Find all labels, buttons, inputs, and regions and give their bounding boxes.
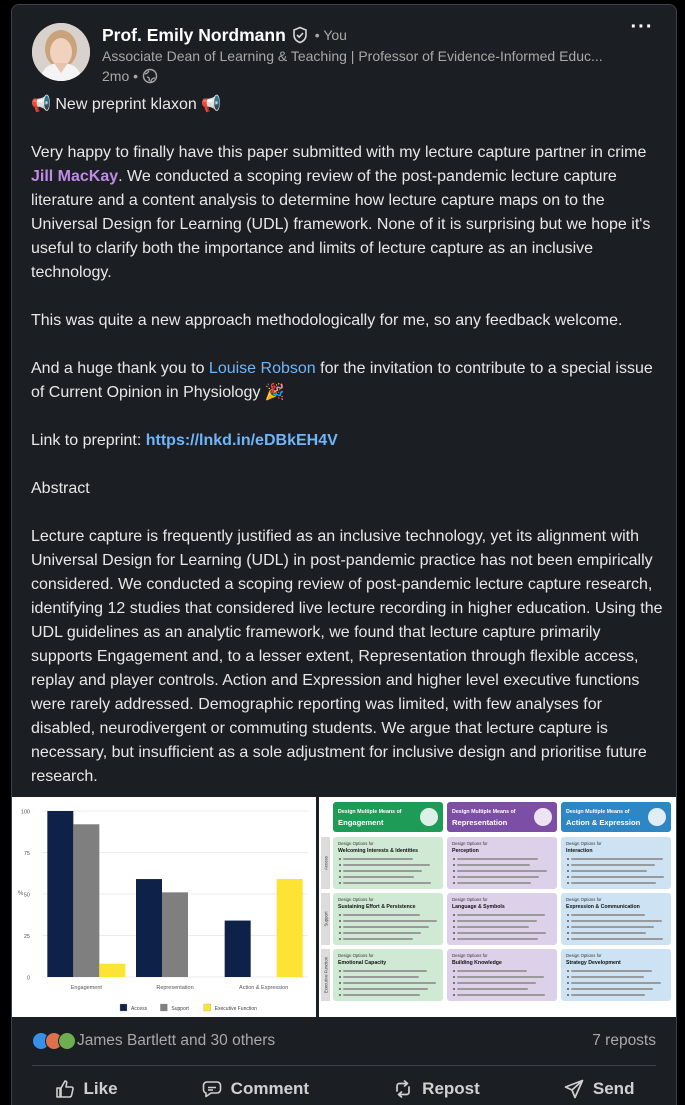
bar-access-engagement (47, 811, 73, 977)
author-meta (102, 23, 616, 85)
udl-bullet (453, 976, 455, 978)
udl-cell-title: Emotional Capacity (338, 960, 387, 966)
udl-bullet (453, 938, 455, 940)
udl-bullet (339, 914, 341, 916)
legend-swatch (204, 1004, 211, 1011)
udl-bullet (567, 882, 569, 884)
udl-bullet-line (457, 882, 531, 884)
udl-header-title: Action & Expression (566, 818, 641, 827)
send-button[interactable] (563, 1078, 635, 1100)
text: Link to preprint: (31, 432, 146, 449)
udl-row-label: Support (323, 911, 329, 927)
udl-bullet (567, 920, 569, 922)
udl-bullet-line (343, 864, 430, 866)
mention-jill-mackay[interactable]: Jill MacKay (31, 168, 119, 185)
udl-bullet-line (457, 926, 529, 928)
udl-bullet-line (457, 858, 538, 860)
udl-bullet-line (571, 988, 653, 990)
legend-swatch (160, 1004, 167, 1011)
udl-bullet-line (571, 882, 656, 884)
udl-bullet (453, 870, 455, 872)
post-header (32, 16, 656, 89)
udl-bullet-line (343, 938, 413, 940)
udl-bullet (453, 882, 455, 884)
reactions-count[interactable]: James Bartlett and 30 others (77, 1032, 276, 1049)
udl-bullet-line (343, 988, 428, 990)
legend-label: Access (131, 1006, 148, 1012)
mention-louise-robson[interactable]: Louise Robson (208, 360, 316, 377)
udl-bullet-line (571, 970, 652, 972)
udl-bullet-line (343, 914, 420, 916)
udl-bullet-line (457, 994, 545, 996)
like-label: Like (83, 1079, 118, 1098)
bar-chart-image[interactable] (12, 797, 316, 1017)
udl-cell-prefix: Design Options for (338, 897, 374, 902)
reaction-icons[interactable] (32, 1032, 71, 1050)
y-tick-label: 25 (23, 934, 30, 940)
udl-bullet-line (343, 932, 421, 934)
bar-support-engagement (73, 824, 99, 977)
more-options-icon[interactable]: ··· (630, 16, 654, 38)
udl-bullet (339, 938, 341, 940)
brain-icon (648, 808, 666, 826)
udl-bullet (453, 858, 455, 860)
udl-bullet-line (571, 914, 645, 916)
text: for the invitation to contribute to a special issue of Current Opinion in Physiology 🎉 (31, 360, 653, 401)
udl-bullet (567, 914, 569, 916)
udl-bullet (567, 982, 569, 984)
udl-bullet-line (571, 870, 647, 872)
udl-bullet (567, 876, 569, 878)
comment-label: Comment (230, 1079, 310, 1098)
udl-bullet-line (457, 876, 539, 878)
y-tick-label: 100 (20, 809, 30, 816)
bar-access-action-expression (225, 921, 251, 977)
udl-bullet-line (457, 970, 527, 972)
you-badge: • You (314, 27, 347, 43)
bar-executive-function-action-expression (277, 879, 303, 977)
udl-bullet (339, 876, 341, 878)
udl-bullet (339, 926, 341, 928)
udl-bullet (567, 932, 569, 934)
udl-header-title: Representation (452, 818, 508, 827)
udl-bullet (453, 970, 455, 972)
reposts-count[interactable]: 7 reposts (592, 1032, 656, 1049)
udl-cell-title: Welcoming Interests & Identities (338, 848, 419, 854)
udl-bullet-line (571, 994, 645, 996)
udl-bullet-line (571, 976, 644, 978)
udl-bullet-line (571, 858, 663, 860)
udl-bullet (339, 988, 341, 990)
udl-cell-prefix: Design Options for (338, 841, 374, 846)
bar-support-representation (162, 892, 188, 977)
udl-bullet-line (343, 982, 436, 984)
post-abstract: Lecture capture is frequently justified as an inclusive technology, yet its alignment with Universal Design for Learning (UDL) in post-pandemic practice has not been empirically considered. We conducted a scoping review of post-pandemic lecture capture research, identifying 12 studies that considered live lecture recording in higher education. Using the UDL guidelines as an analytic framework, we found that lecture capture primarily supports Engagement and, to a lesser extent, Representation through flexible access, replay and player controls. Action and Expression and higher level executive functions were rarely addressed. Demographic reporting was limited, with few analyses for disabled, neurodivergent or commuting students. We argue that lecture capture is necessary, but insufficient as a sole adjustment for inclusive design and prioritise future research. (31, 528, 663, 785)
text: And a huge thank you to (31, 360, 209, 377)
post-headline-text: New preprint klaxon (55, 96, 197, 113)
udl-cell-title: Language & Symbols (452, 904, 505, 910)
udl-header-top: Design Multiple Means of (338, 809, 402, 815)
udl-bullet (567, 926, 569, 928)
udl-bullet (567, 970, 569, 972)
udl-bullet-line (457, 988, 528, 990)
udl-bullet-line (571, 938, 663, 940)
udl-header-title: Engagement (338, 818, 384, 827)
y-tick-label: 75 (23, 851, 30, 857)
udl-header-top: Design Multiple Means of (452, 809, 516, 815)
udl-bullet (453, 920, 455, 922)
udl-bullet-line (571, 932, 646, 934)
udl-bullet (453, 876, 455, 878)
udl-bullet (567, 988, 569, 990)
y-tick-label: 0 (26, 975, 30, 982)
udl-cell-prefix: Design Options for (452, 841, 488, 846)
udl-bullet (567, 864, 569, 866)
like-button[interactable] (54, 1078, 118, 1100)
udl-row-label: Executive Function (323, 956, 329, 994)
comment-icon (201, 1078, 223, 1100)
legend-label: Executive Function (214, 1006, 257, 1012)
author-headline: Associate Dean of Learning & Teaching | Professor of Evidence-Informed Educ... (102, 48, 603, 64)
udl-bullet (453, 994, 455, 996)
udl-framework-image[interactable] (319, 797, 677, 1017)
udl-bullet (567, 976, 569, 978)
udl-cell-prefix: Design Options for (452, 953, 488, 958)
udl-cell-prefix: Design Options for (452, 897, 488, 902)
udl-cell-title: Sustaining Effort & Persistence (338, 904, 416, 910)
x-tick-label: Action & Expression (239, 985, 289, 991)
udl-bullet-line (343, 926, 429, 928)
udl-bullet (567, 870, 569, 872)
udl-bullet (339, 920, 341, 922)
udl-cell-title: Interaction (566, 848, 593, 854)
post-media[interactable] (12, 797, 677, 1017)
legend-swatch (120, 1004, 127, 1011)
udl-bullet-line (457, 914, 545, 916)
udl-bullet (339, 882, 341, 884)
udl-cell-prefix: Design Options for (566, 953, 602, 958)
udl-cell-title: Perception (452, 848, 479, 854)
preprint-link[interactable]: https://lnkd.in/eDBkEH4V (145, 432, 338, 449)
action-bar (12, 1071, 676, 1105)
y-axis-label: % (18, 891, 24, 897)
post-paragraph-5 (31, 429, 663, 453)
udl-bullet-line (571, 926, 654, 928)
udl-bullet (567, 858, 569, 860)
post-paragraph-3: This was quite a new approach methodologically for me, so any feedback welcome. (31, 312, 623, 329)
text: Very happy to finally have this paper submitted with my lecture capture partner in crime (31, 144, 647, 161)
repost-button[interactable] (392, 1078, 480, 1100)
udl-bullet (339, 864, 341, 866)
brain-icon (420, 808, 438, 826)
udl-bullet-line (343, 876, 414, 878)
udl-cell-prefix: Design Options for (566, 841, 602, 846)
udl-bullet (453, 926, 455, 928)
udl-bullet-line (571, 920, 662, 922)
udl-bullet-line (457, 976, 544, 978)
author-name[interactable]: Prof. Emily Nordmann (102, 24, 286, 45)
udl-bullet (453, 982, 455, 984)
globe-icon (142, 68, 158, 84)
udl-bullet-line (571, 876, 664, 878)
udl-cell-prefix: Design Options for (566, 897, 602, 902)
udl-bullet-line (457, 920, 537, 922)
udl-bullet-line (343, 882, 431, 884)
repost-label: Repost (422, 1079, 480, 1098)
udl-bullet-line (457, 864, 530, 866)
udl-bullet (339, 970, 341, 972)
megaphone-icon: 📢 (201, 96, 222, 113)
udl-bullet-line (343, 976, 419, 978)
udl-bullet-line (343, 870, 422, 872)
udl-bullet-line (457, 982, 536, 984)
send-label: Send (592, 1079, 635, 1098)
udl-bullet-line (343, 920, 437, 922)
udl-bullet (339, 976, 341, 978)
udl-cell-title: Expression & Communication (566, 904, 640, 910)
udl-cell-title: Strategy Development (566, 960, 621, 966)
legend-label: Support (171, 1006, 189, 1012)
bar-executive-function-engagement (99, 964, 125, 977)
verified-icon (291, 26, 309, 44)
udl-bullet (453, 988, 455, 990)
udl-row-label: Access (323, 856, 329, 870)
udl-header-top: Design Multiple Means of (566, 809, 630, 815)
send-icon (563, 1078, 585, 1100)
megaphone-icon: 📢 (31, 96, 51, 113)
post-paragraph-4 (31, 357, 663, 405)
divider (32, 1065, 656, 1066)
udl-bullet-line (343, 970, 427, 972)
udl-bullet (339, 994, 341, 996)
post-time: 2mo • (102, 68, 139, 84)
social-counts (32, 1029, 656, 1053)
post-card (11, 4, 677, 1105)
udl-bullet (339, 858, 341, 860)
udl-cell-prefix: Design Options for (338, 953, 374, 958)
x-tick-label: Engagement (70, 985, 102, 991)
text: . We conducted a scoping review of the post-pandemic lecture capture literature and a content analysis to determine how lecture capture maps on to the Universal Design for Learning (UDL) framework. None of it is surprising but we hope it's useful to clarify both the importance and limits of lecture capture as an inclusive technology. (31, 168, 651, 281)
thumbs-up-icon (54, 1078, 76, 1100)
udl-bullet (339, 982, 341, 984)
udl-cell-title: Building Knowledge (452, 960, 502, 966)
udl-bullet (567, 994, 569, 996)
post-body (31, 93, 663, 789)
udl-bullet-line (457, 870, 547, 872)
avatar[interactable] (32, 23, 90, 81)
udl-bullet-line (457, 932, 546, 934)
support-reaction-icon (58, 1032, 76, 1050)
post-paragraph-2 (31, 141, 663, 285)
udl-bullet-line (457, 938, 538, 940)
udl-bullet (339, 932, 341, 934)
bar-access-representation (136, 879, 162, 977)
post-line-1 (31, 93, 663, 117)
udl-bullet (453, 932, 455, 934)
post-paragraph-6: Abstract (31, 480, 90, 497)
udl-bullet-line (343, 994, 420, 996)
udl-bullet (567, 938, 569, 940)
y-tick-label: 50 (23, 892, 30, 899)
udl-bullet-line (571, 982, 661, 984)
udl-bullet (453, 864, 455, 866)
comment-button[interactable] (201, 1078, 309, 1100)
udl-bullet (339, 870, 341, 872)
repost-icon (392, 1078, 414, 1100)
x-tick-label: Representation (156, 985, 194, 991)
udl-bullet-line (571, 864, 655, 866)
udl-bullet (453, 914, 455, 916)
brain-icon (534, 808, 552, 826)
udl-bullet-line (343, 858, 413, 860)
